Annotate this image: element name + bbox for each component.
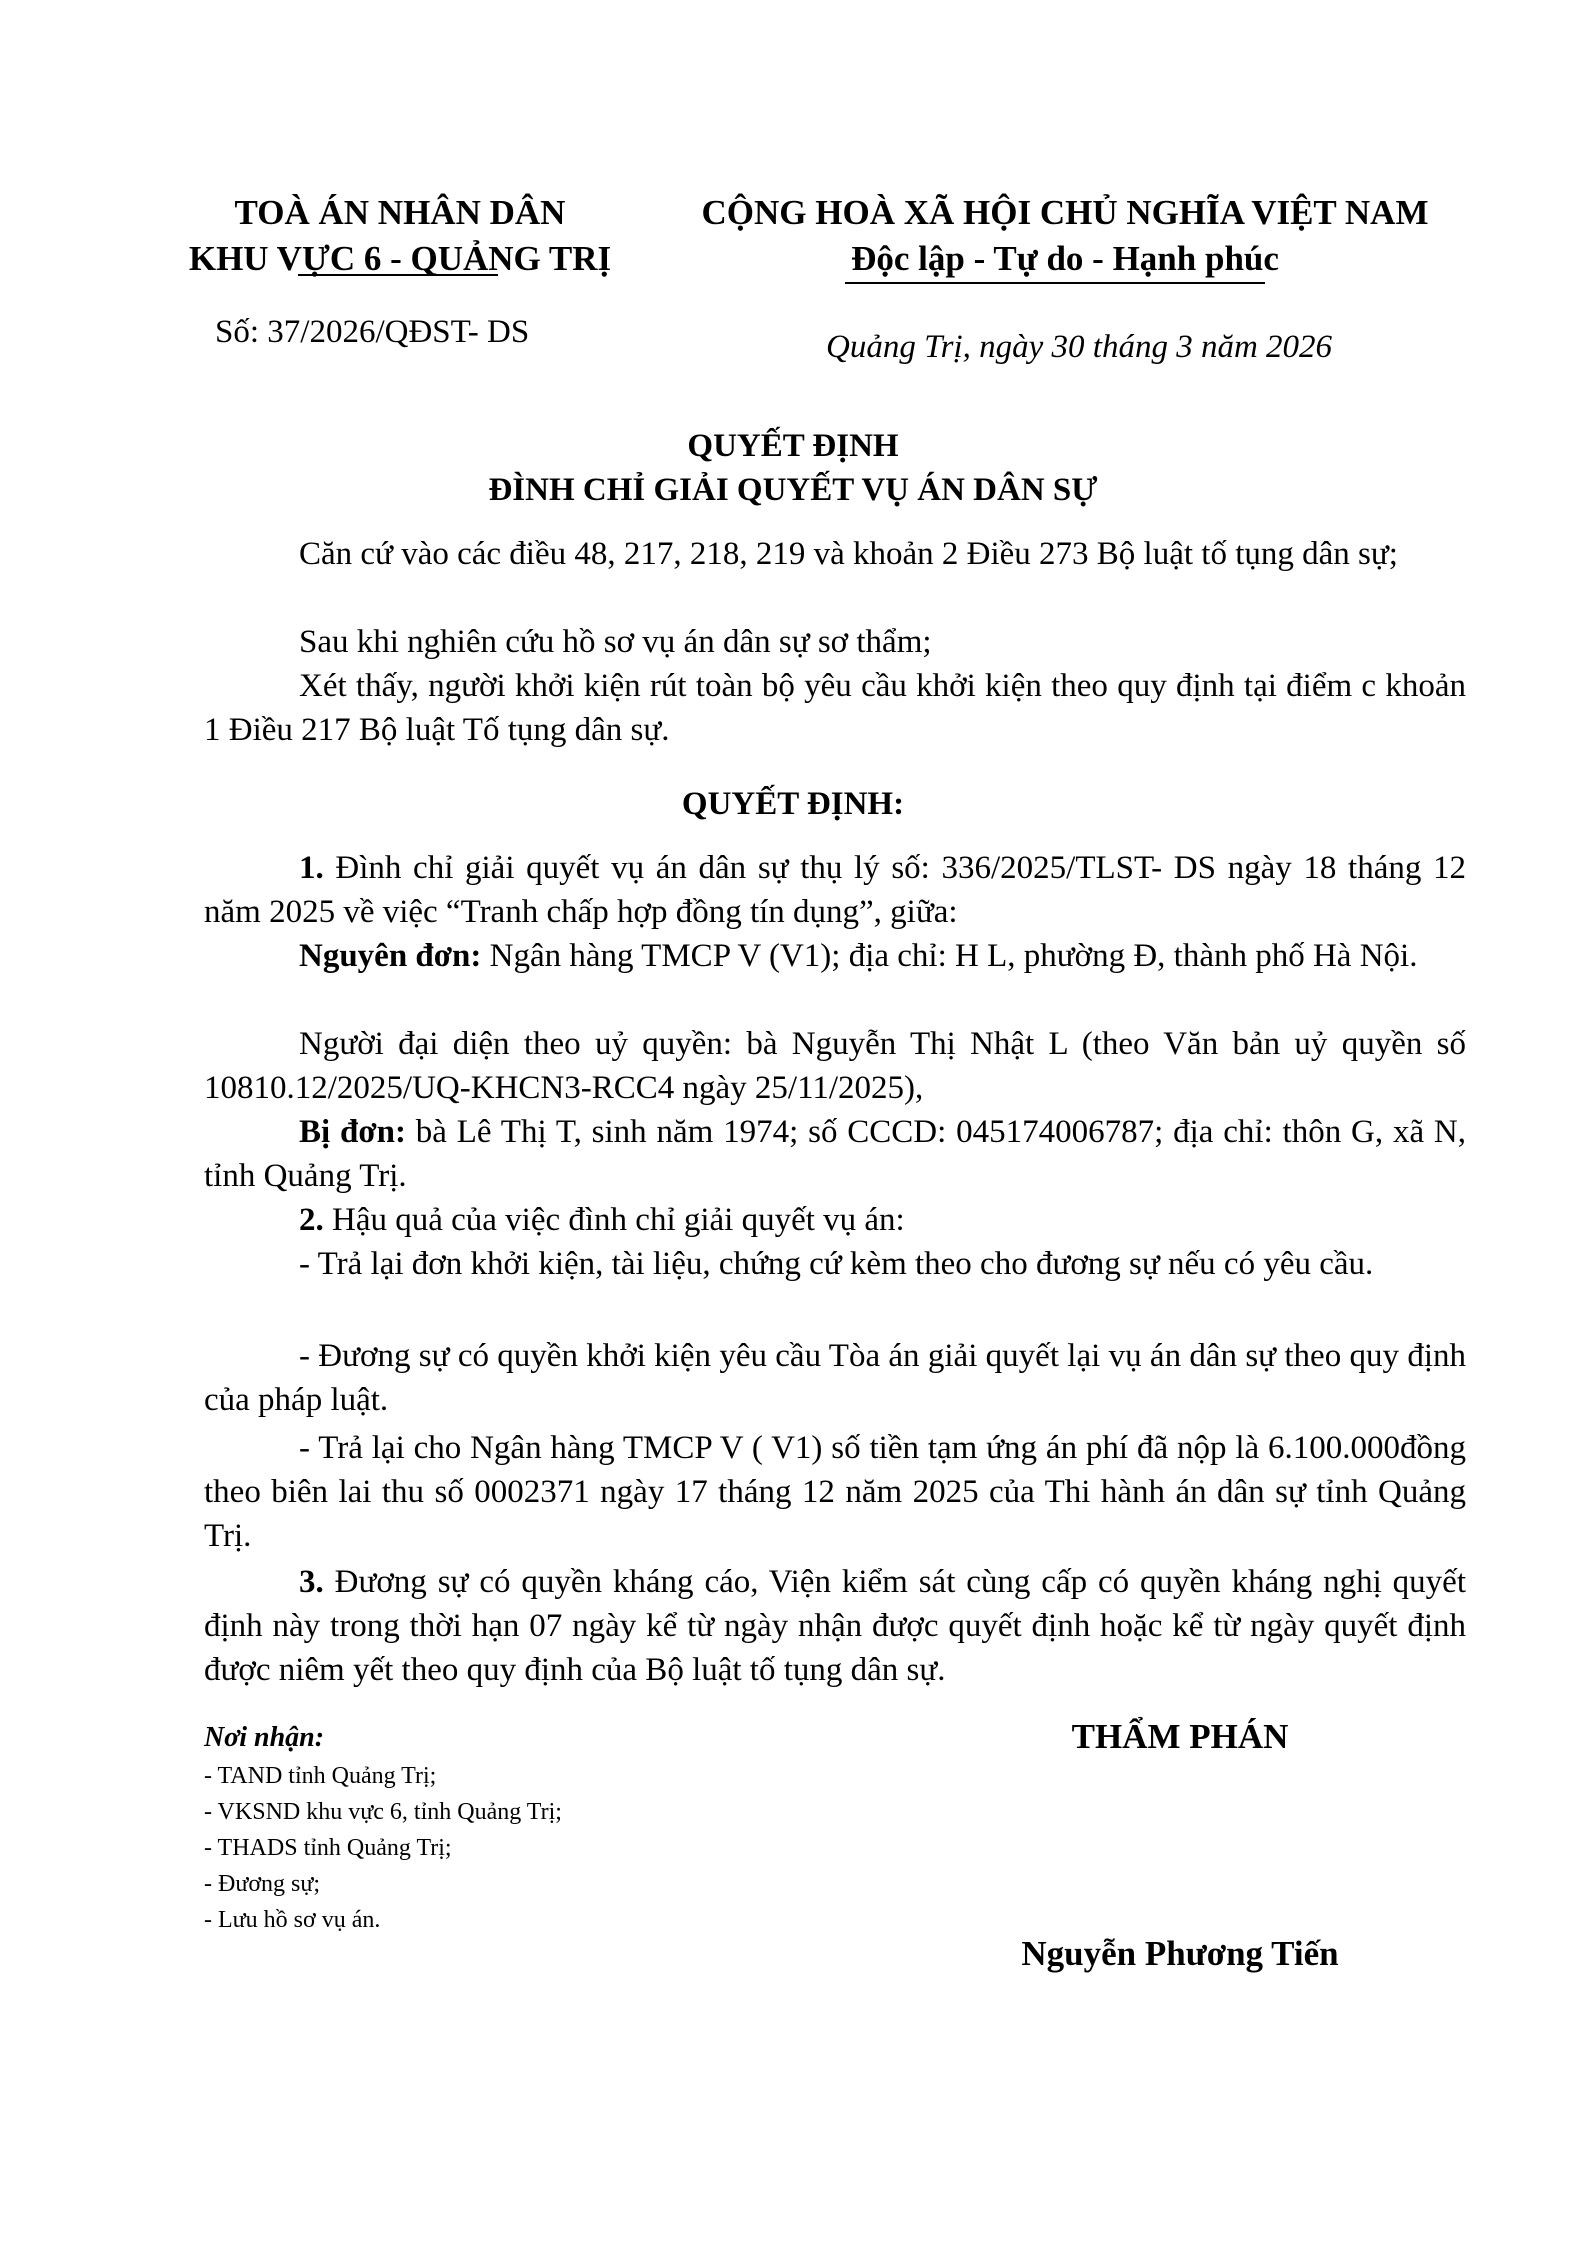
decision-item-2	[204, 1198, 1466, 1242]
consequence-right-to-resue: - Đương sự có quyền khởi kiện yêu cầu Tòa án giải quyết lại vụ án dân sự theo quy định của pháp luật.	[204, 1338, 1466, 1418]
nation-line-1: CỘNG HOÀ XÃ HỘI CHỦ NGHĨA VIỆT NAM	[701, 193, 1429, 232]
signer-title: THẨM PHÁN	[1071, 1717, 1289, 1756]
item-3-text: Đương sự có quyền kháng cáo, Viện kiểm sát cùng cấp có quyền kháng nghị quyết định này trong thời hạn 07 ngày kể từ ngày nhận được quyết định hoặc kể từ ngày quyết định được niêm yết theo quy định của Bộ luật tố tụng dân sự.	[204, 1564, 1466, 1688]
representative-paragraph: Người đại diện theo uỷ quyền: bà Nguyễn Thị Nhật L (theo Văn bản uỷ quyền số 10810.12/2025/UQ-KHCN3-RCC4 ngày 25/11/2025),	[204, 1026, 1466, 1106]
item-2-text: Hậu quả của việc đình chỉ giải quyết vụ án:	[323, 1202, 905, 1238]
motto-underline	[845, 282, 1265, 284]
defendant-paragraph	[204, 1110, 1466, 1198]
plaintiff-label: Nguyên đơn:	[299, 938, 482, 974]
court-line-1: TOÀ ÁN NHÂN DÂN	[234, 193, 566, 232]
plaintiff-paragraph	[204, 934, 1466, 978]
document-subtitle: ĐÌNH CHỈ GIẢI QUYẾT VỤ ÁN DÂN SỰ	[488, 472, 1098, 508]
recipients-title: Nơi nhận:	[204, 1722, 325, 1753]
recipient-item: - TAND tỉnh Quảng Trị;	[204, 1763, 437, 1789]
defendant-label: Bị đơn:	[299, 1114, 406, 1150]
document-date: Quảng Trị, ngày 30 tháng 3 năm 2026	[826, 329, 1333, 365]
preamble-study: Sau khi nghiên cứu hồ sơ vụ án dân sự sơ thẩm;	[299, 624, 932, 660]
decision-heading: QUYẾT ĐỊNH:	[681, 786, 905, 822]
national-title	[660, 190, 1470, 282]
consequence-refund-fee: - Trả lại cho Ngân hàng TMCP V ( V1) số tiền tạm ứng án phí đã nộp là 6.100.000đồng theo biên lai thu số 0002371 ngày 17 tháng 12 năm 2025 của Thi hành án dân sự tỉnh Quảng Trị.	[204, 1430, 1466, 1554]
plaintiff-text: Ngân hàng TMCP V (V1); địa chỉ: H L, phường Đ, thành phố Hà Nội.	[481, 938, 1418, 974]
preamble-finding: Xét thấy, người khởi kiện rút toàn bộ yêu cầu khởi kiện theo quy định tại điểm c khoản 1 Điều 217 Bộ luật Tố tụng dân sự.	[204, 668, 1466, 748]
recipient-item: - Đương sự;	[204, 1871, 321, 1897]
item-3-number: 3.	[299, 1564, 324, 1600]
item-1-text: Đình chỉ giải quyết vụ án dân sự thụ lý số: 336/2025/TLST- DS ngày 18 tháng 12 năm 2025 về việc “Tranh chấp hợp đồng tín dụng”, giữa:	[204, 850, 1466, 930]
decision-item-3	[204, 1560, 1466, 1692]
document-number: Số: 37/2026/QĐST- DS	[215, 314, 530, 350]
preamble-legal-basis: Căn cứ vào các điều 48, 217, 218, 219 và khoản 2 Điều 273 Bộ luật tố tụng dân sự;	[299, 536, 1398, 572]
defendant-text: bà Lê Thị T, sinh năm 1974; số CCCD: 045174006787; địa chỉ: thôn G, xã N, tỉnh Quảng Trị.	[204, 1114, 1467, 1194]
recipient-item: - Lưu hồ sơ vụ án.	[204, 1907, 381, 1933]
nation-motto: Độc lập - Tự do - Hạnh phúc	[851, 239, 1279, 278]
decision-item-1	[204, 846, 1466, 934]
recipient-item: - THADS tỉnh Quảng Trị;	[204, 1835, 452, 1861]
court-line-2: KHU VỰC 6 - QUẢNG TRỊ	[188, 239, 612, 278]
consequence-return-documents: - Trả lại đơn khởi kiện, tài liệu, chứng cứ kèm theo cho đương sự nếu có yêu cầu.	[299, 1246, 1374, 1282]
recipients-list	[204, 1758, 562, 1938]
item-1-number: 1.	[299, 850, 324, 886]
signer-name: Nguyễn Phương Tiến	[1021, 1934, 1339, 1973]
court-underline	[298, 274, 498, 276]
document-title: QUYẾT ĐỊNH	[687, 428, 899, 464]
item-2-number: 2.	[299, 1202, 324, 1238]
recipient-item: - VKSND khu vực 6, tỉnh Quảng Trị;	[204, 1799, 562, 1825]
court-name	[160, 190, 640, 282]
